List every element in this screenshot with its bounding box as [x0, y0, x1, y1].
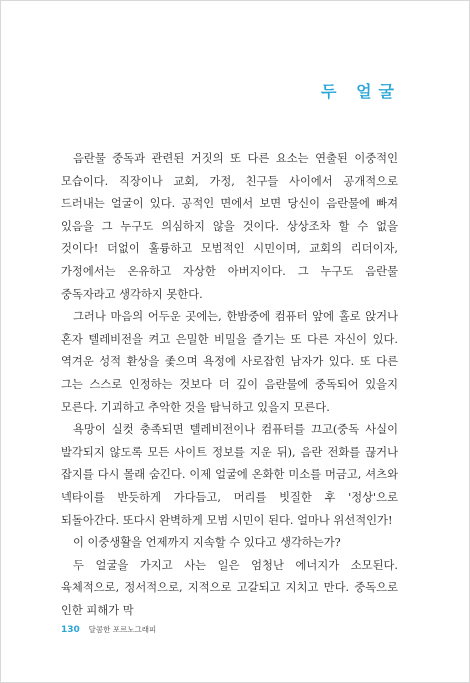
paragraph: 이 이중생활을 언제까지 지속할 수 있다고 생각하는가?: [73, 536, 341, 550]
paragraph: 두 얼굴을 가지고 사는 일은 엄청난 에너지가 소모된다. 육체적으로, 정서적으로, 지적으로 고갈되고 지치고 만다. 중독으로 인한 피해가 막: [61, 558, 398, 617]
page-footer: [61, 624, 156, 635]
paragraph: 욕망이 실컷 충족되면 텔레비전이나 컴퓨터를 끄고(중독 사실이 발각되지 않도록 모든 사이트 정보를 지운 뒤), 음란 전화를 끊거나 잡지를 다시 몰래 숨긴다. 이제 얼굴에 온화한 미소를 머금고, 셔츠와 넥타이를 반듯하게 가다듬고, 머리를 빗질한 후 '정상'으로 되돌아간다. 또다시 완벽하게 모범 시민이 된다. 얼마나 위선적인가!: [61, 423, 398, 527]
running-book-title: 달콤한 포르노그래피: [88, 625, 157, 634]
paragraph: 음란물 중독과 관련된 거짓의 또 다른 요소는 연출된 이중적인 모습이다. 직장이나 교회, 가정, 친구들 사이에서 공개적으로 드러내는 얼굴이 있다. 공적인 면에서 보면 당신이 음란물에 빠져 있음을 그 누구도 의심하지 않을 것이다. 상상조차 할 수 없을 것이다! 더없이 훌륭하고 모범적인 시민이며, 교회의 리더이자, 가정에서는 온유하고 자상한 아버지이다. 그 누구도 음란물 중독자라고 생각하지 못한다.: [61, 152, 398, 301]
paragraph: 그러나 마음의 어두운 곳에는, 한밤중에 컴퓨터 앞에 홀로 앉거나 혼자 텔레비전을 켜고 은밀한 비밀을 즐기는 또 다른 자신이 있다. 역겨운 성적 환상을 좇으며 욕정에 사로잡힌 남자가 있다. 또 다른 그는 스스로 인정하는 것보다 더 깊이 음란물에 중독되어 있을지 모른다. 기괴하고 추악한 것을 탐닉하고 있을지 모른다.: [61, 310, 398, 414]
page-number: 130: [61, 625, 80, 635]
body-text: [61, 148, 398, 622]
chapter-title: 두 얼굴: [321, 82, 401, 101]
